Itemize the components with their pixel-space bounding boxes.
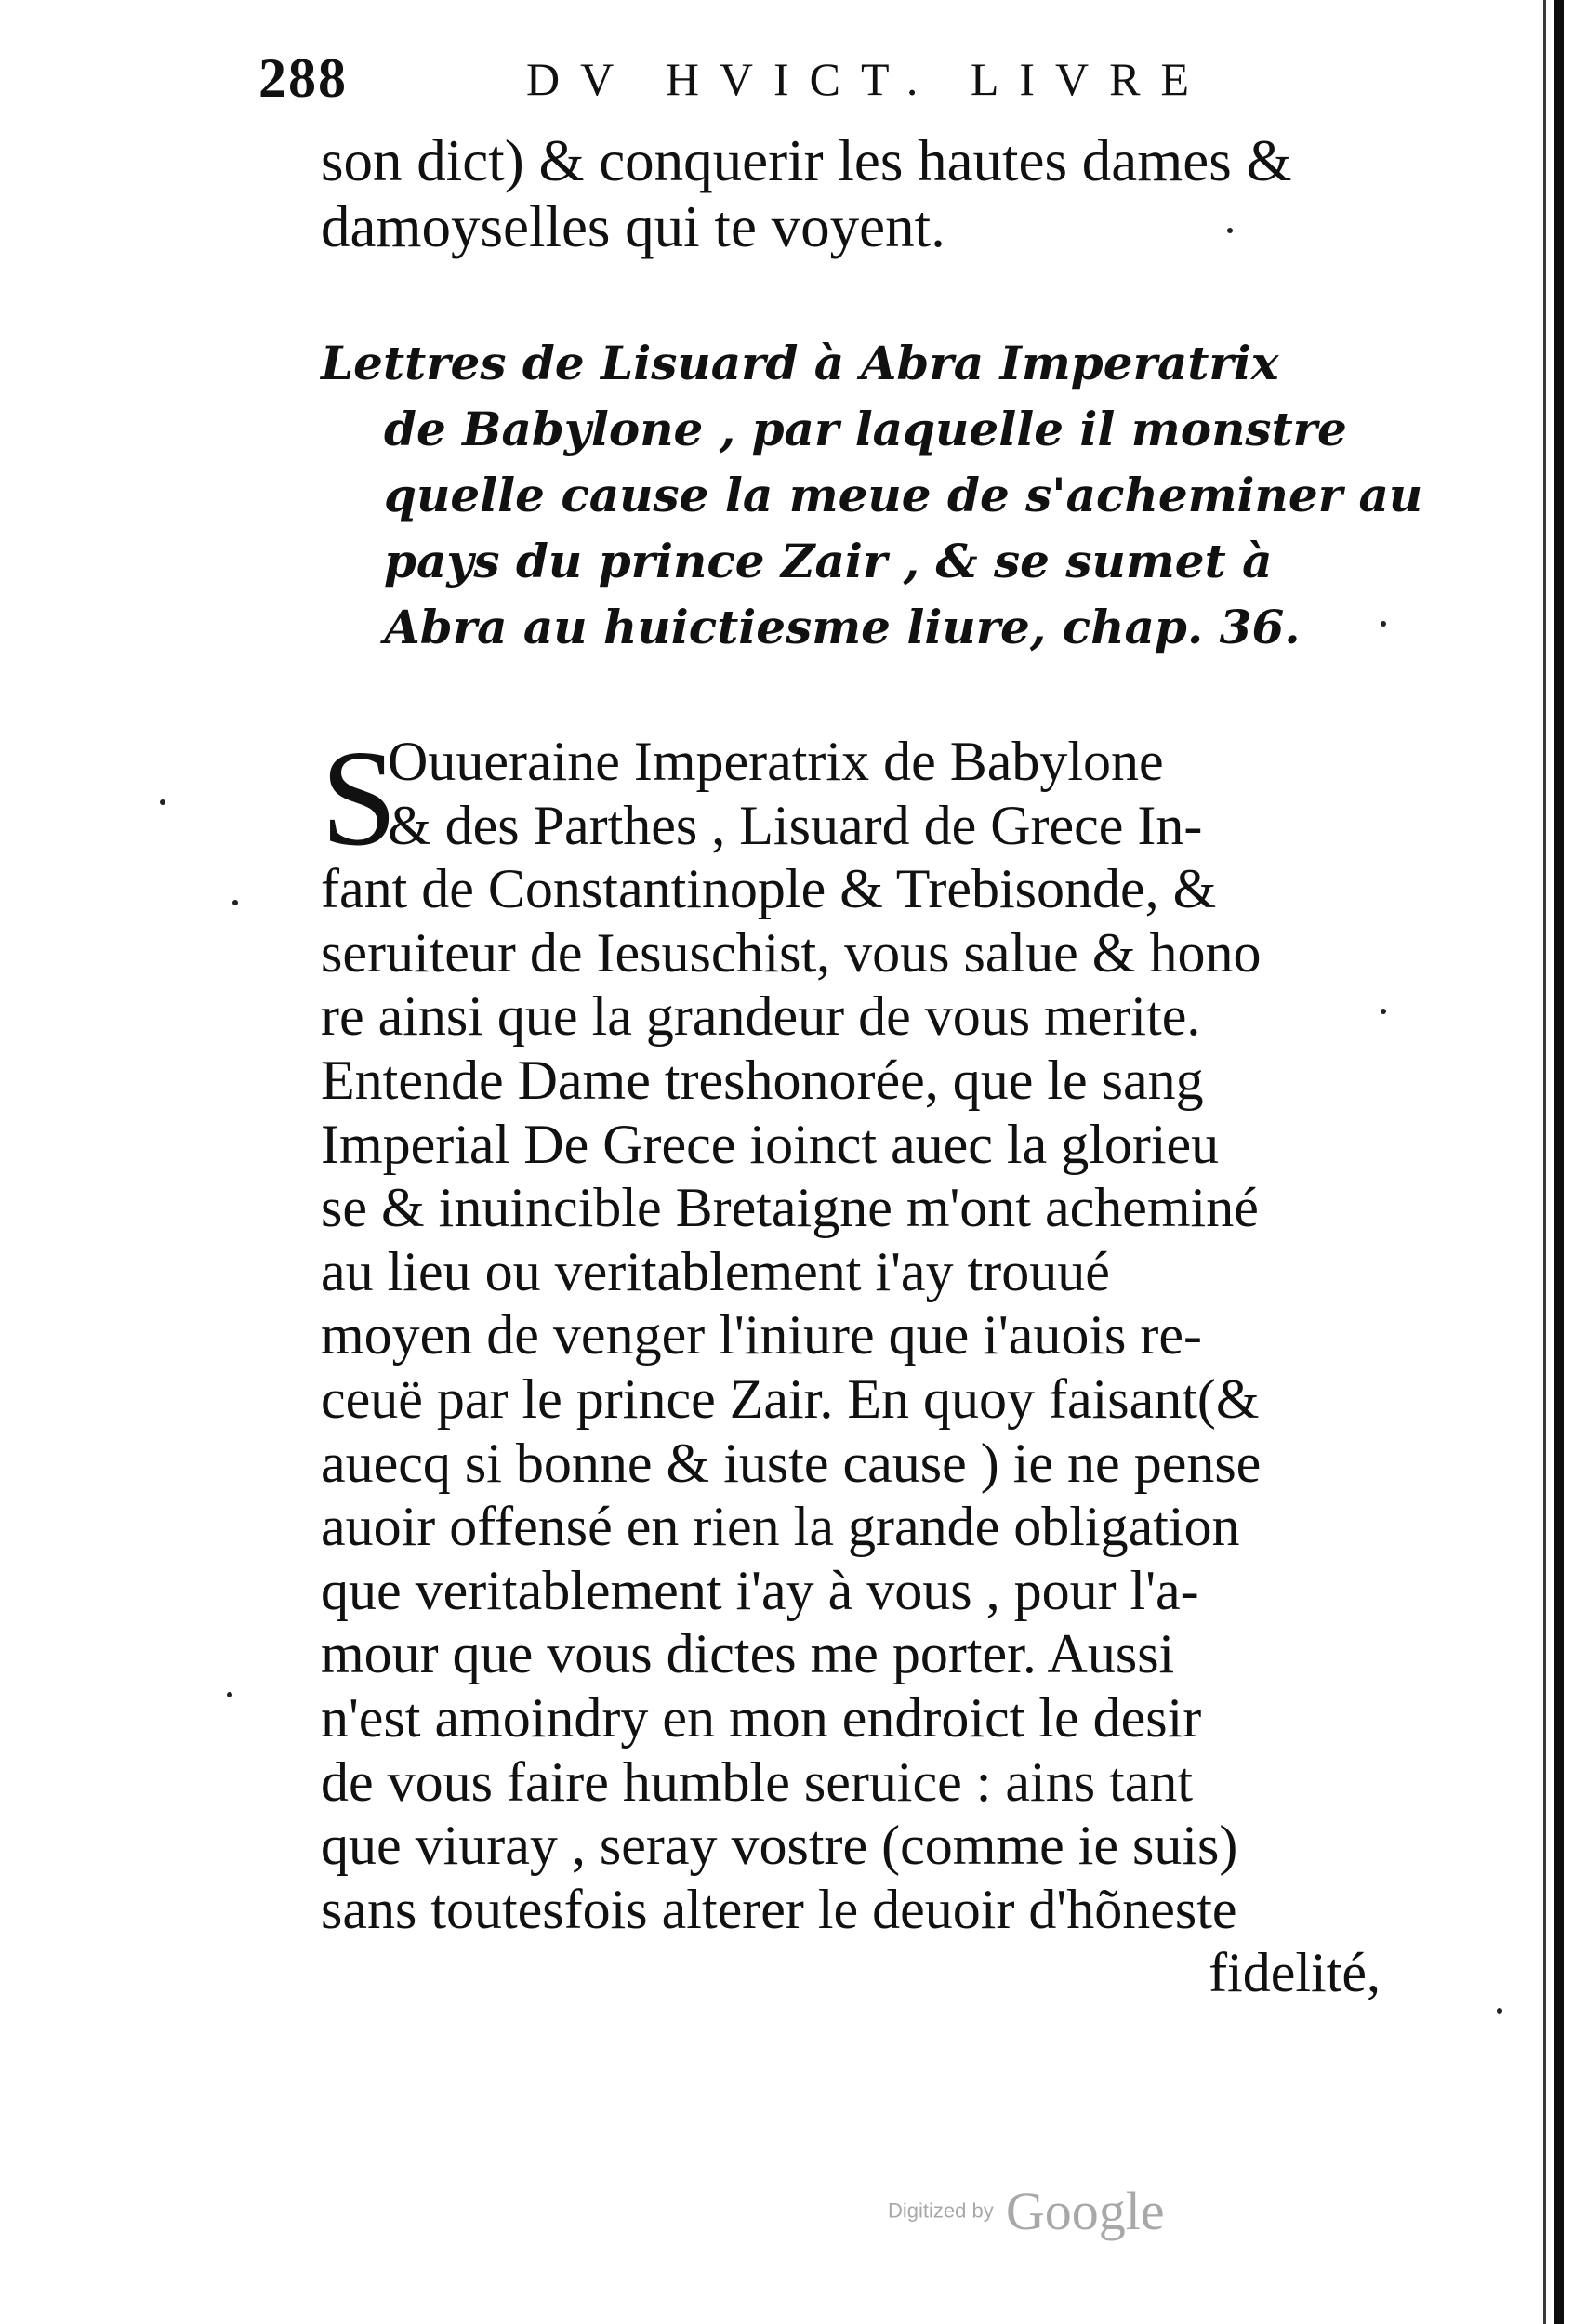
letter-line: & des Parthes , Lisuard de Grece In- bbox=[388, 794, 1203, 856]
drop-cap: S bbox=[321, 722, 398, 875]
letter-line: n'est amoindry en mon endroict le desir bbox=[321, 1686, 1202, 1749]
letter-line: Entende Dame treshonorée, que le sang bbox=[321, 1049, 1204, 1111]
letter-line: moyen de venger l'iniure que i'auois re- bbox=[321, 1304, 1202, 1367]
page-number: 288 bbox=[258, 47, 348, 109]
letter-body bbox=[321, 722, 1381, 2005]
scan-speck bbox=[227, 1692, 232, 1697]
letter-line: Ouueraine Imperatrix de Babylone bbox=[388, 731, 1164, 792]
letter-line: que viuray , seray vostre (comme ie suis) bbox=[321, 1815, 1238, 1877]
heading-line: Abra au huictiesme liure, chap. 36. bbox=[384, 600, 1301, 654]
text-line: damoyselles qui te voyent. bbox=[321, 194, 945, 259]
heading-line: Lettres de Lisuard à Abra Imperatrix bbox=[321, 336, 1279, 390]
heading-line: de Babylone , par laquelle il monstre bbox=[384, 402, 1347, 456]
scan-speck bbox=[1381, 1009, 1386, 1014]
letter-line: auoir offensé en rien la grande obligation bbox=[321, 1496, 1240, 1558]
catchword: fidelité, bbox=[1209, 1942, 1381, 2004]
scan-speck bbox=[232, 900, 238, 905]
opening-lines bbox=[321, 128, 1381, 260]
page-gutter-shadow bbox=[1543, 0, 1546, 2324]
scan-speck bbox=[1227, 228, 1233, 233]
text-line: son dict) & conquerir les hautes dames & bbox=[321, 128, 1292, 193]
scan-speck bbox=[1497, 2008, 1502, 2014]
letter-line: mour que vous dictes me porter. Aussi bbox=[321, 1623, 1175, 1685]
letter-line: fant de Constantinople & Trebisonde, & bbox=[321, 858, 1217, 920]
letter-line: que veritablement i'ay à vous , pour l'a- bbox=[321, 1559, 1199, 1621]
letter-line: de vous faire humble seruice : ains tant bbox=[321, 1750, 1194, 1813]
letter-line: seruiteur de Iesuschist, vous salue & hono bbox=[321, 921, 1262, 984]
running-title: DV HVICT. LIVRE bbox=[526, 53, 1210, 105]
digitized-watermark bbox=[888, 2180, 1204, 2245]
letter-line: Imperial De Grece ioinct auec la glorieu bbox=[321, 1113, 1220, 1175]
letter-line: auecq si bonne & iuste cause ) ie ne pense bbox=[321, 1432, 1262, 1494]
google-logo: Google bbox=[1005, 2181, 1165, 2241]
book-edge bbox=[1554, 0, 1564, 2324]
running-head bbox=[258, 46, 1262, 121]
heading-line: quelle cause la meue de s'acheminer au bbox=[384, 468, 1423, 522]
heading-line: pays du prince Zair , & se sumet à bbox=[384, 534, 1273, 588]
letter-line: sans toutesfois alterer le deuoir d'hõneste bbox=[321, 1878, 1237, 1940]
letter-line: re ainsi que la grandeur de vous merite. bbox=[321, 985, 1201, 1048]
scan-speck bbox=[160, 799, 165, 805]
letter-line: se & inuincible Bretaigne m'ont acheminé bbox=[321, 1177, 1259, 1239]
watermark-prefix: Digitized by bbox=[888, 2199, 994, 2223]
letter-line: au lieu ou veritablement i'ay trouué bbox=[321, 1240, 1110, 1302]
scan-speck bbox=[1381, 621, 1386, 627]
letter-line: ceuë par le prince Zair. En quoy faisant(& bbox=[321, 1367, 1260, 1430]
chapter-heading bbox=[321, 330, 1423, 660]
